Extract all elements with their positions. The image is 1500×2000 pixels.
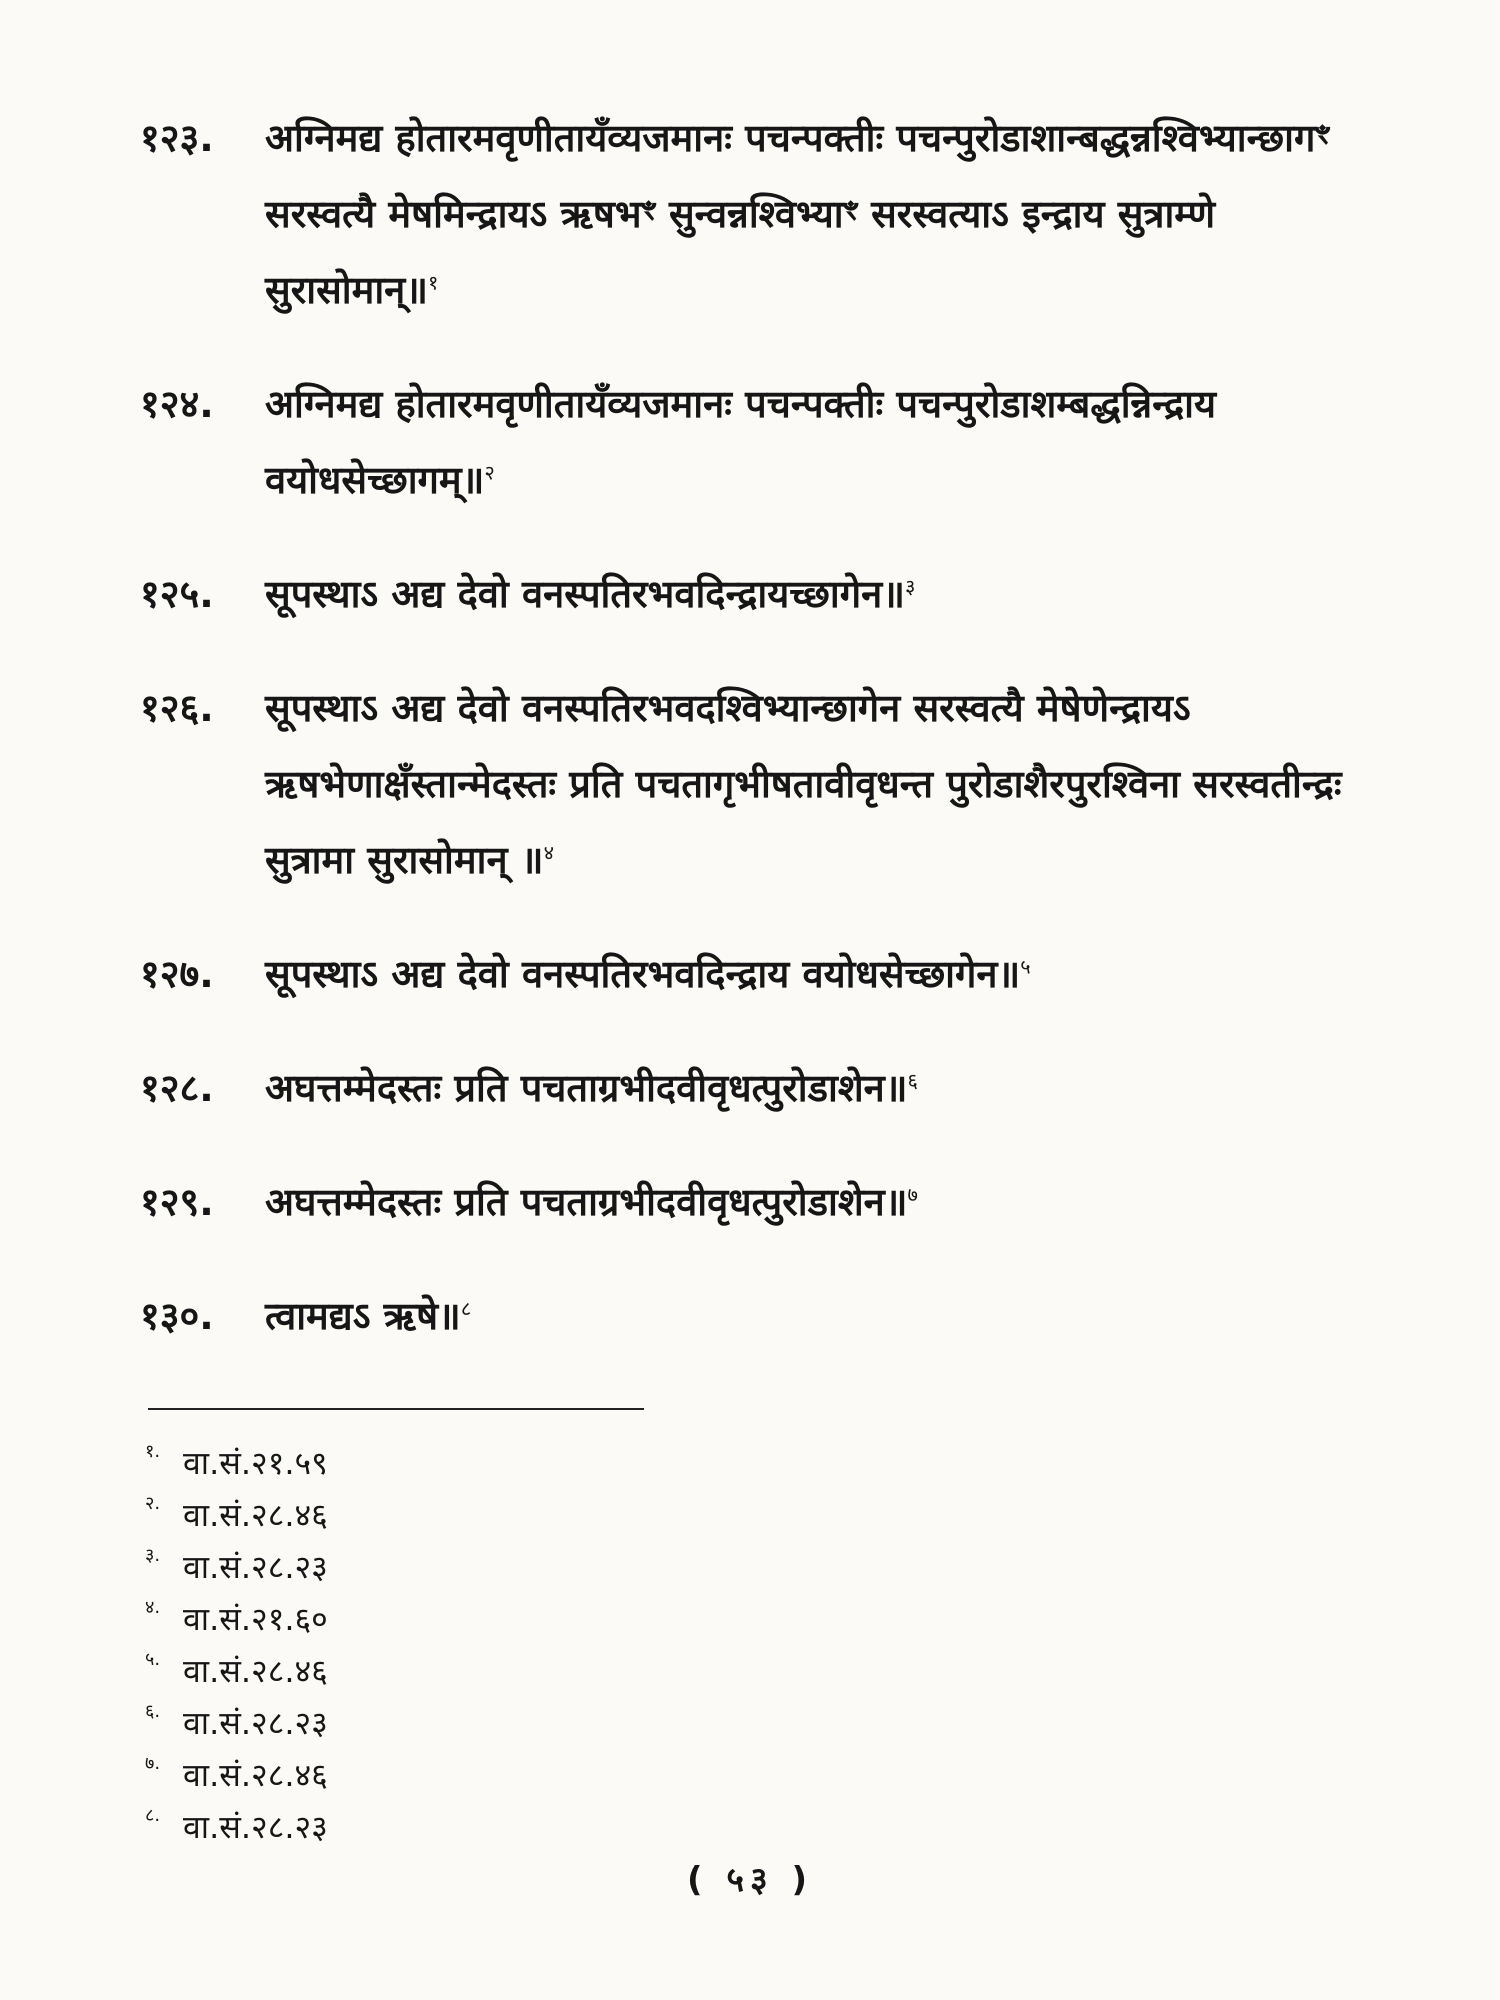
footnote-ref: वा.सं.२८.२३ [183,1547,328,1586]
footnote-ref: वा.सं.२१.५९ [183,1443,328,1482]
footnote-1 [145,1436,645,1488]
verse-number: १३०. [140,1294,214,1338]
footnote-ref: वा.सं.२८.२३ [183,1807,328,1846]
footnote-5 [145,1644,645,1696]
verse-number: १२८. [140,1066,214,1110]
footnote-8 [145,1800,645,1852]
verse-text [265,1050,1360,1126]
verse-130 [140,1278,1360,1354]
verse-text [265,936,1360,1012]
verse-body: अग्निमद्य होतारमवृणीतायँव्यजमानः पचन्पक्तीः पचन्पुरोडाशान्बद्धन्नश्विभ्यान्छागꣳ सरस्वत्यै मेषमिन्द्रायऽ ऋषभꣳ सुन्वन्नश्विभ्याꣳ सरस्वत्याऽ इन्द्राय सुत्राम्णे सुरासोमान्॥ [265,116,1330,312]
verse-128 [140,1050,1360,1126]
verse-body: अग्निमद्य होतारमवृणीतायँव्यजमानः पचन्पक्तीः पचन्पुरोडाशम्बद्धन्निन्द्राय वयोधसेच्छागम्॥ [265,382,1217,502]
footnote-mark: ३. [145,1545,161,1566]
footnote-marker: ८ [460,1296,472,1321]
verse-text [265,1278,1360,1354]
verse-126 [140,670,1360,898]
footnote-ref: वा.सं.२८.२३ [183,1703,328,1742]
footnote-marker: ३ [904,574,916,599]
footnote-ref: वा.सं.२८.४६ [183,1651,328,1690]
verse-body: सूपस्थाऽ अद्य देवो वनस्पतिरभवदिन्द्रायच्छागेन॥ [265,572,905,616]
footnote-mark: ६. [145,1701,161,1722]
footnote-mark: २. [145,1493,161,1514]
footnote-7 [145,1748,645,1800]
verse-body: त्वामद्यऽ ऋषे॥ [265,1294,461,1338]
verse-list [140,100,1360,1392]
verse-text [265,556,1360,632]
footnote-mark: ८. [145,1805,161,1826]
page-number: ( ५३ ) [686,1860,814,1900]
footnote-mark: ७. [145,1753,161,1774]
verse-number: १२५. [140,572,214,616]
footnote-marker: ५ [1020,954,1031,979]
footnote-ref: वा.सं.२८.४६ [183,1755,328,1794]
verse-124 [140,366,1360,518]
footnote-list [145,1436,645,1852]
footnote-marker: ६ [907,1068,918,1093]
verse-number: १२६. [140,686,214,730]
verse-number: १२४. [140,382,214,426]
verse-body: अघत्तम्मेदस्तः प्रति पचताग्रभीदवीवृधत्पुरोडाशेन॥ [265,1066,908,1110]
verse-129 [140,1164,1360,1240]
verse-text [265,100,1360,328]
footnote-4 [145,1592,645,1644]
footnote-6 [145,1696,645,1748]
verse-number: १२३. [140,116,214,160]
footnote-3 [145,1540,645,1592]
verse-text [265,670,1360,898]
footnote-marker: ७ [907,1182,918,1207]
verse-body: सूपस्थाऽ अद्य देवो वनस्पतिरभवदिन्द्राय वयोधसेच्छागेन॥ [265,952,1021,996]
footnote-marker: २ [484,460,495,485]
verse-body: सूपस्थाऽ अद्य देवो वनस्पतिरभवदश्विभ्यान्छागेन सरस्वत्यै मेषेणेन्द्रायऽ ऋषभेणाक्षँस्तान्मेदस्तः प्रति पचतागृभीषतावीवृधन्त पुरोडाशैरपुरश्विना सरस्वतीन्द्रः सुत्रामा सुरासोमान् ॥ [265,686,1342,882]
verse-125 [140,556,1360,632]
footnote-ref: वा.सं.२८.४६ [183,1495,328,1534]
footnote-2 [145,1488,645,1540]
verse-number: १२७. [140,952,214,996]
verse-text [265,1164,1360,1240]
footnote-ref: वा.सं.२१.६० [183,1599,328,1638]
footnote-marker: १ [428,270,439,295]
footnote-mark: ४. [145,1597,161,1618]
verse-123 [140,100,1360,328]
verse-body: अघत्तम्मेदस्तः प्रति पचताग्रभीदवीवृधत्पुरोडाशेन॥ [265,1180,908,1224]
footnote-marker: ४ [543,840,554,865]
verse-127 [140,936,1360,1012]
footnote-divider [148,1408,644,1410]
verse-number: १२९. [140,1180,214,1224]
footnote-mark: १. [145,1441,161,1462]
footnote-mark: ५. [145,1649,161,1670]
verse-text [265,366,1360,518]
